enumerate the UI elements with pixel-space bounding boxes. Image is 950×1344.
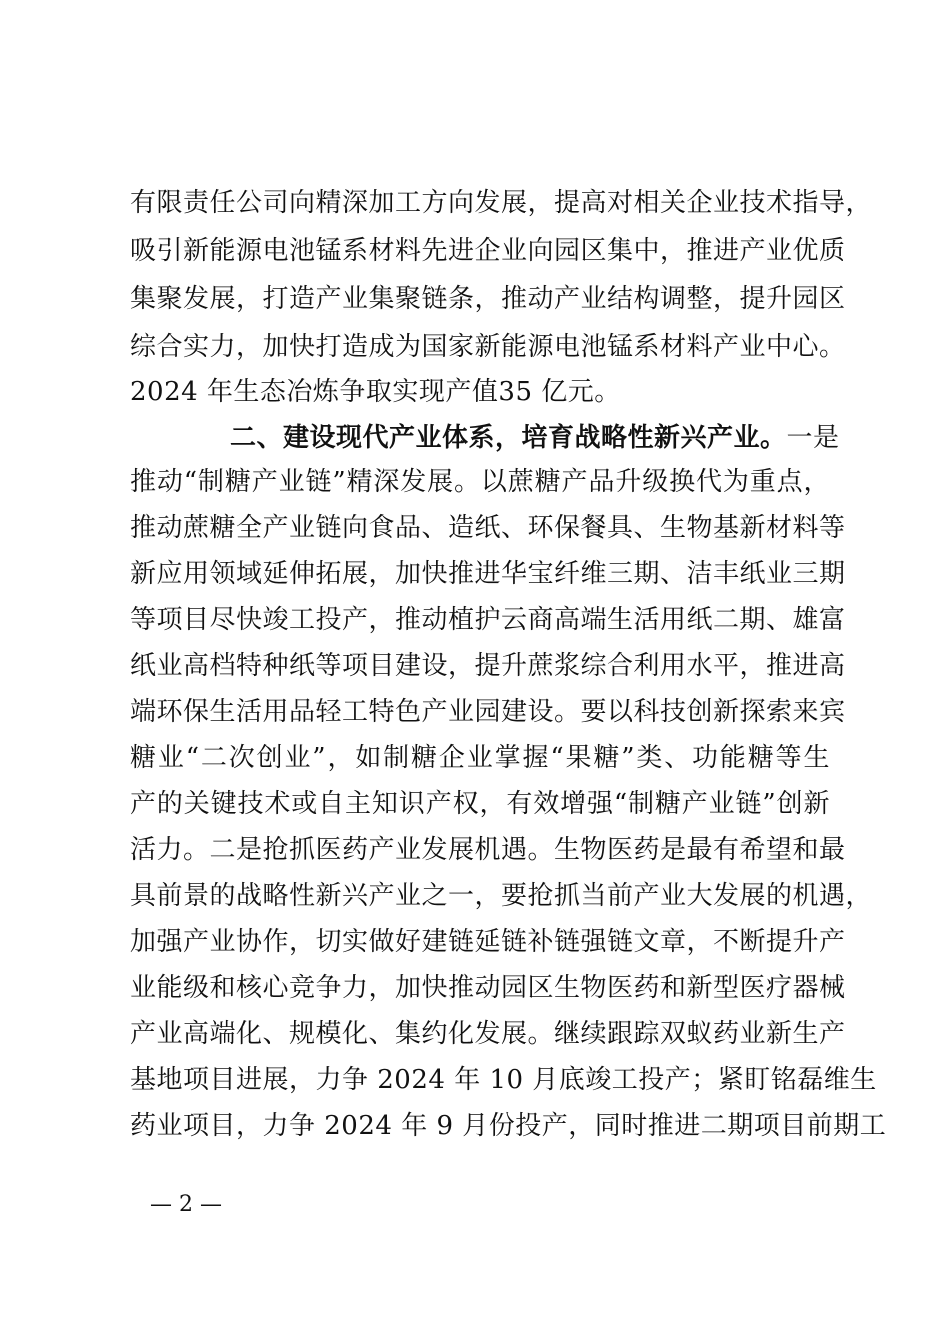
section-2-line-13: 产业高端化、规模化、集约化发展。继续跟踪双蚁药业新生产 (130, 1019, 846, 1049)
section-2-line-2: 推动蔗糖全产业链向食品、造纸、环保餐具、生物基新材料等 (130, 513, 846, 543)
section-2-line-14: 基地项目进展，力争 2024 年 10 月底竣工投产；紧盯铭磊维生 (130, 1065, 877, 1095)
paragraph-1-line-2: 吸引新能源电池锰系材料先进企业向园区集中，推进产业优质 (130, 236, 846, 266)
section-2-line-15: 药业项目，力争 2024 年 9 月份投产，同时推进二期项目前期工 (130, 1111, 887, 1141)
section-2-line-4: 等项目尽快竣工投产，推动植护云商高端生活用纸二期、雄富 (130, 605, 846, 635)
section-2-line-8: 产的关键技术或自主知识产权，有效增强“制糖产业链”创新 (130, 789, 830, 819)
section-2-line-7: 糖业“二次创业”，如制糖企业掌握“果糖”类、功能糖等生 (130, 743, 830, 773)
section-2-line-5: 纸业高档特种纸等项目建设，提升蔗浆综合利用水平，推进高 (130, 651, 846, 681)
paragraph-1-line-1: 有限责任公司向精深加工方向发展，提高对相关企业技术指导， (130, 188, 873, 218)
section-2-line-3: 新应用领域延伸拓展，加快推进华宝纤维三期、洁丰纸业三期 (130, 559, 846, 589)
section-2-heading: 二、建设现代产业体系，培育战略性新兴产业。 (230, 423, 787, 453)
section-2-line-9: 活力。二是抢抓医药产业发展机遇。生物医药是最有希望和最 (130, 835, 846, 865)
paragraph-1-line-4: 综合实力，加快打造成为国家新能源电池锰系材料产业中心。 (130, 332, 846, 362)
section-2-line-1: 推动“制糖产业链”精深发展。以蔗糖产品升级换代为重点， (130, 467, 830, 497)
section-2-line-11: 加强产业协作，切实做好建链延链补链强链文章，不断提升产 (130, 927, 846, 957)
section-2-heading-rest: 一是 (786, 423, 840, 453)
paragraph-1-line-5: 2024 年生态冶炼争取实现产值35 亿元。 (130, 377, 621, 407)
page-number: — 2 — (150, 1192, 222, 1217)
section-2-line-10: 具前景的战略性新兴产业之一，要抢抓当前产业大发展的机遇， (130, 881, 873, 911)
section-2-heading-line (230, 418, 840, 458)
section-2-line-6: 端环保生活用品轻工特色产业园建设。要以科技创新探索来宾 (130, 697, 846, 727)
section-2-line-12: 业能级和核心竞争力，加快推动园区生物医药和新型医疗器械 (130, 973, 846, 1003)
paragraph-1-line-3: 集聚发展，打造产业集聚链条，推动产业结构调整，提升园区 (130, 284, 846, 314)
